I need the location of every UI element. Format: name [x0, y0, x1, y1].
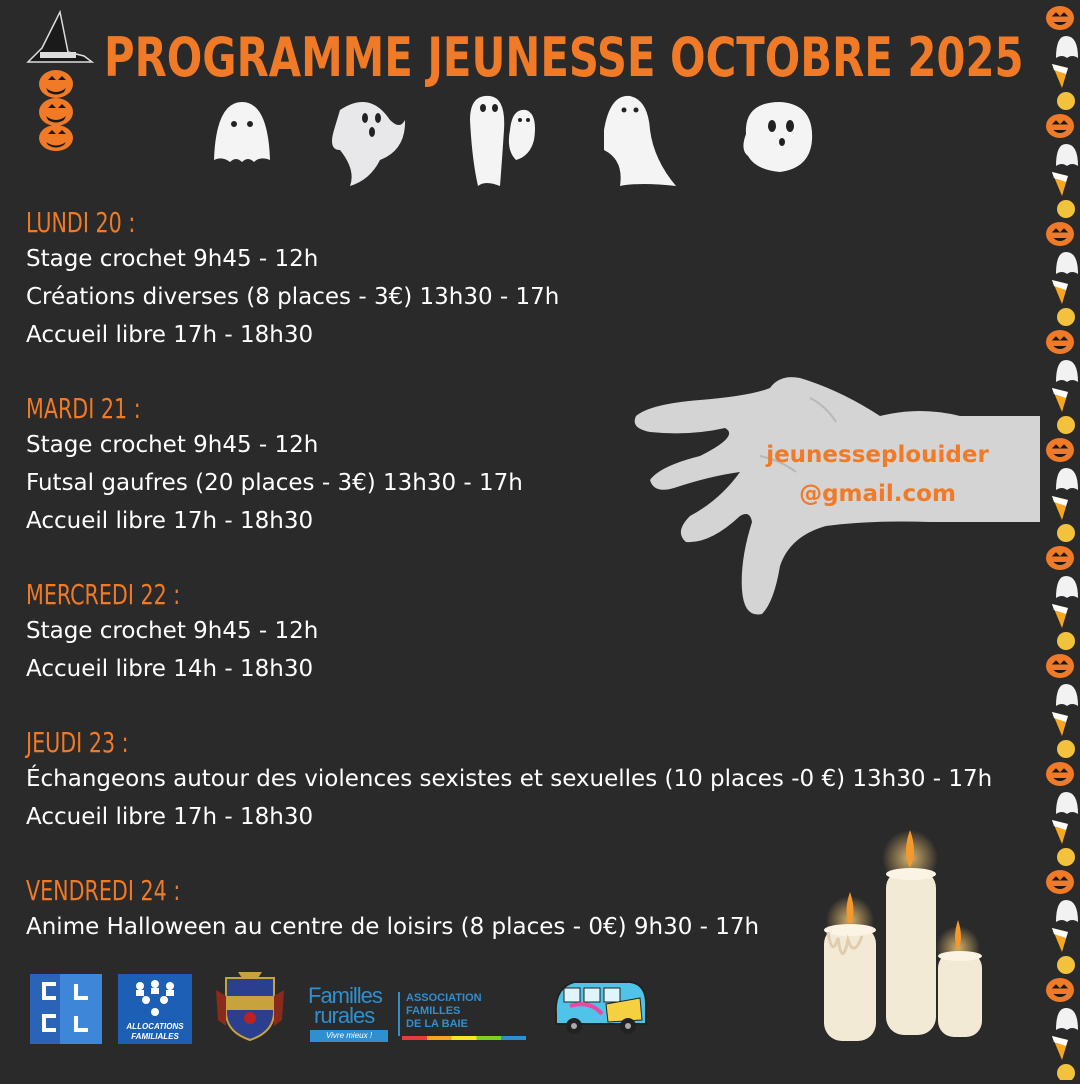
pumpkin-decoration-icon: [1046, 870, 1074, 894]
partner-logos: [30, 966, 670, 1046]
ghost-decoration-icon: [1056, 144, 1078, 166]
ball-decoration-icon: [1057, 200, 1075, 218]
ghost-decoration-icon: [1056, 684, 1078, 706]
ghost-decoration-icon: [1056, 900, 1078, 922]
ghost-decoration-icon: [1056, 468, 1078, 490]
activity-line: Accueil libre 17h - 18h30: [26, 508, 314, 534]
fr-assoc-2: FAMILLES: [406, 1005, 461, 1017]
ghost-icon: [604, 96, 676, 186]
candy-decoration-icon: [1052, 388, 1068, 412]
ghost-icon: [214, 102, 270, 162]
candy-border-decoration: [1038, 0, 1080, 1080]
day-section-vendredi: [26, 874, 759, 946]
candy-decoration-icon: [1052, 928, 1068, 952]
activity-line: Anime Halloween au centre de loisirs (8 places - 0€) 9h30 - 17h: [26, 914, 760, 940]
caf-label-2: FAMILIALES: [131, 1032, 179, 1041]
candy-decoration-icon: [1052, 280, 1068, 304]
van-icon: [550, 974, 650, 1042]
ghost-decoration-icon: [1056, 252, 1078, 274]
caf-label-1: ALLOCATIONS: [126, 1022, 184, 1031]
pumpkin-decoration-icon: [1046, 330, 1074, 354]
page-title: PROGRAMME JEUNESSE OCTOBRE 2025: [104, 26, 1024, 89]
ghost-decoration-icon: [1056, 36, 1078, 58]
ball-decoration-icon: [1057, 956, 1075, 974]
candy-decoration-icon: [1052, 712, 1068, 736]
day-section-jeudi: [26, 726, 992, 836]
day-section-mardi: [26, 392, 523, 540]
activity-line: Futsal gaufres (20 places - 3€) 13h30 - 17h: [26, 470, 523, 496]
activity-line: Stage crochet 9h45 - 12h: [26, 618, 319, 644]
pumpkin-decoration-icon: [1046, 222, 1074, 246]
day-section-lundi: [26, 206, 559, 354]
candy-decoration-icon: [1052, 1036, 1068, 1060]
ball-decoration-icon: [1057, 1064, 1075, 1080]
pumpkin-witch-icon: [20, 8, 100, 157]
day-heading: MERCREDI 22 :: [26, 578, 181, 611]
pumpkin-decoration-icon: [1046, 438, 1074, 462]
caf-logo: [118, 974, 192, 1044]
activity-line: Accueil libre 14h - 18h30: [26, 656, 314, 682]
fr-assoc-1: ASSOCIATION: [406, 992, 482, 1004]
ghost-icon: [743, 102, 812, 172]
candy-decoration-icon: [1052, 64, 1068, 88]
contact-email[interactable]: [740, 436, 1015, 514]
email-line-1: jeunesseplouider: [766, 442, 989, 468]
day-heading: MARDI 21 :: [26, 392, 141, 425]
ghost-decoration-icon: [1056, 576, 1078, 598]
activity-line: Échangeons autour des violences sexistes et sexuelles (10 places -0 €) 13h30 - 17h: [26, 766, 993, 792]
candy-decoration-icon: [1052, 172, 1068, 196]
day-section-mercredi: [26, 578, 318, 688]
candles-icon: [818, 828, 988, 1047]
day-heading: JEUDI 23 :: [26, 726, 129, 759]
ball-decoration-icon: [1057, 92, 1075, 110]
fr-assoc-3: DE LA BAIE: [406, 1018, 468, 1030]
email-line-2: @gmail.com: [799, 481, 956, 507]
fr-brand-1: Familles: [308, 983, 382, 1008]
pumpkin-decoration-icon: [1046, 6, 1074, 30]
ball-decoration-icon: [1057, 632, 1075, 650]
pumpkin-decoration-icon: [1046, 654, 1074, 678]
day-heading: LUNDI 20 :: [26, 206, 136, 239]
day-heading: VENDREDI 24 :: [26, 874, 181, 907]
pumpkin-decoration-icon: [1046, 978, 1074, 1002]
activity-line: Accueil libre 17h - 18h30: [26, 804, 314, 830]
ball-decoration-icon: [1057, 848, 1075, 866]
activity-line: Stage crochet 9h45 - 12h: [26, 246, 319, 272]
ghost-icon: [470, 96, 535, 186]
activity-line: Accueil libre 17h - 18h30: [26, 322, 314, 348]
ghost-decoration-icon: [1056, 1008, 1078, 1030]
ghost-decoration-icon: [1056, 792, 1078, 814]
candy-decoration-icon: [1052, 496, 1068, 520]
cclb-logo: [30, 974, 102, 1048]
ghost-row: [200, 90, 840, 194]
fr-tagline: Vivre mieux !: [310, 1030, 388, 1042]
ghost-icon: [332, 102, 405, 186]
candy-decoration-icon: [1052, 604, 1068, 628]
ball-decoration-icon: [1057, 308, 1075, 326]
activity-line: Créations diverses (8 places - 3€) 13h30 - 17h: [26, 284, 560, 310]
familles-rurales-logo: [306, 966, 536, 1046]
pumpkin-decoration-icon: [1046, 762, 1074, 786]
ball-decoration-icon: [1057, 416, 1075, 434]
pumpkin-decoration-icon: [1046, 546, 1074, 570]
ball-decoration-icon: [1057, 740, 1075, 758]
pumpkin-decoration-icon: [1046, 114, 1074, 138]
candy-decoration-icon: [1052, 820, 1068, 844]
ghost-decoration-icon: [1056, 360, 1078, 382]
coat-of-arms-logo: [214, 966, 286, 1046]
fr-brand-2: rurales: [314, 1003, 375, 1028]
ball-decoration-icon: [1057, 524, 1075, 542]
activity-line: Stage crochet 9h45 - 12h: [26, 432, 319, 458]
